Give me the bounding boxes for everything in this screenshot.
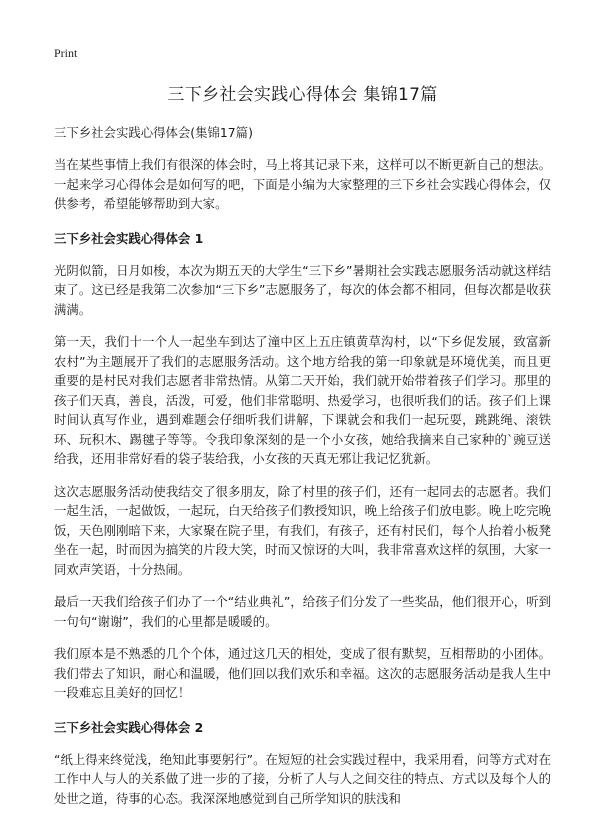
section-1-paragraph: 光阴似箭，日月如梭，本次为期五天的大学生“三下乡”暑期社会实践志愿服务活动就这样结束了。这已经是我第二次参加“三下乡”志愿服务了，每次的体会都不相同，但每次都是收获满满。 [54,262,551,317]
section-heading-2: 三下乡社会实践心得体会 2 [54,719,204,735]
document-subtitle: 三下乡社会实践心得体会(集锦17篇) [54,125,253,140]
section-1-paragraph: 我们原本是不熟悉的几个个体，通过这几天的相处，变成了很有默契，互相帮助的小团体。我们带去了知识，耐心和温暖，他们回以我们欢乐和幸福。这次的志愿服务活动是我人生中一段难忘且美好的回忆！ [54,646,551,700]
print-link[interactable]: Print [54,46,78,60]
section-1-paragraph: 第一天，我们十一个人一起坐车到达了潼中区上五庄镇黄草沟村，以“下乡促发展，致富新农村”为主题展开了我们的志愿服务活动。这个地方给我的第一印象就是环境优美，而且更重要的是村民对我们志愿者非常热情。从第二天开始，我们就开始带着孩子们学习。那里的孩子们天真，善良，活泼，可爱，他们非常聪明、热爱学习，也很听我们的话。孩子们上课时间认真写作业，遇到难题会仔细听我们讲解，下课就会和我们一起玩耍，跳跳绳、滚铁环、玩积木、踢毽子等等。令我印象深刻的是一个小女孩，她给我摘来自己家种的`豌豆送给我，还用非常好看的袋子装给我，小女孩的天真无邪让我记忆犹新。 [54,334,551,466]
section-heading-1: 三下乡社会实践心得体会 1 [54,230,204,246]
document-page [54,46,551,808]
section-2-paragraph: “纸上得来终觉浅，绝知此事要躬行”。在短短的社会实践过程中，我采用看，问等方式对在工作中人与人的关系做了进一步的了接，分析了人与人之间交往的特点、方式以及每个人的处世之道，待事的心态。我深深地感觉到自己所学知识的肤浅和 [54,751,551,806]
intro-paragraph: 当在某些事情上我们有很深的体会时，马上将其记录下来，这样可以不断更新自己的想法。一起来学习心得体会是如何写的吧，下面是小编为大家整理的三下乡社会实践心得体会，仅供参考，希望能够帮助到大家。 [54,157,551,211]
section-1-paragraph: 最后一天我们给孩子们办了一个“结业典礼”，给孩子们分发了一些奖品，他们很开心，听到一句句“谢谢”，我们的心里都是暖暖的。 [54,594,551,629]
document-title: 三下乡社会实践心得体会 集锦17篇 [167,85,438,105]
section-1-paragraph: 这次志愿服务活动使我结交了很多朋友，除了村里的孩子们，还有一起同去的志愿者。我们一起生活，一起做饭，一起玩，白天给孩子们教授知识，晚上给孩子们放电影。晚上吃完晚饭，天色刚刚暗下来，大家聚在院子里，有我们，有孩子，还有村民们，每个人抬着小板凳坐在一起，时而因为搞笑的片段大笑，时而又惊讶的大叫，我非常喜欢这样的氛围，大家一同欢声笑语，十分热闹。 [54,483,551,577]
